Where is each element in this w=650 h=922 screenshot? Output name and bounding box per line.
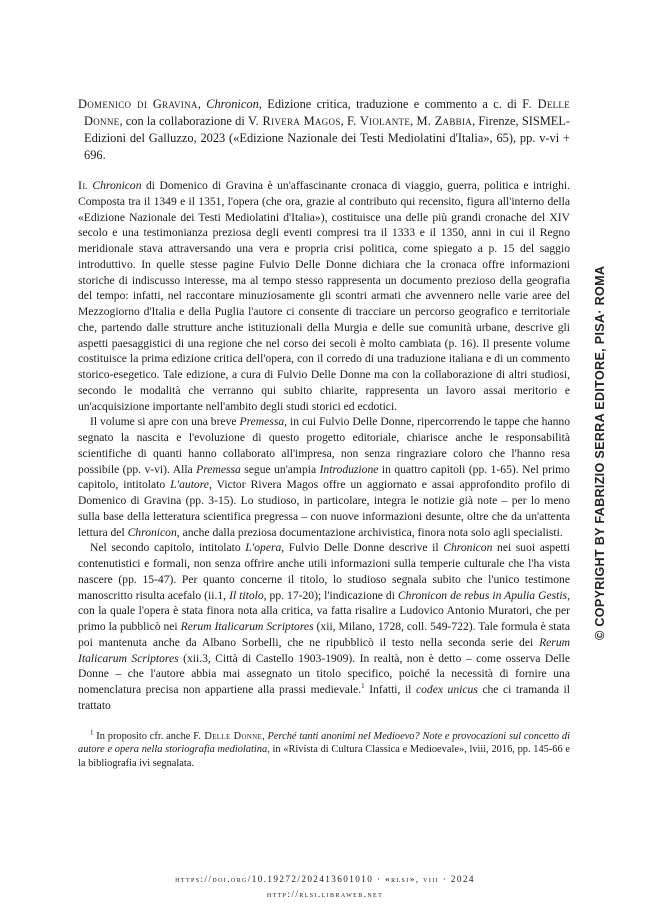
footnote-ref[interactable]: 1 <box>361 682 365 691</box>
doi-line[interactable]: https://doi.org/10.19272/202413601010 · «rlsi», viii · 2024 <box>175 874 475 884</box>
review-body <box>78 178 570 714</box>
reviewed-title: Chronicon <box>206 97 259 111</box>
paragraph-text: , Fulvio Delle Donne descrive il <box>281 541 444 555</box>
footnote-number: 1 <box>90 728 94 737</box>
paragraph-text: in quattro capitoli (pp. 1-65). Nel primo capitolo, intitolato <box>78 462 570 492</box>
footnote-title: Perché tanti anonimi nel Medioevo? Note e provocazioni sul concetto di autore e opera nella storiografia mediolatina <box>78 730 570 756</box>
paragraph-text: , con la quale l'opera è stata finora nota alla critica, va fatta risalire a Ludovico Antonio Muratori, che per primo la pubblicò nei <box>78 588 570 633</box>
collaborator: M. Zabbia <box>416 114 473 128</box>
paragraph-text: , anche dalla preziosa documentazione archivistica, finora nota solo agli specialisti. <box>176 525 563 539</box>
footnote-author: F. Delle Donne <box>193 730 263 742</box>
paragraph-text: , Victor Rivera Magos offre un aggiornato e assai approfondito profilo di Domenico di Gravina (pp. 3-15). Lo studioso, in particolare, integra le notizie già note – per lo meno sulla base della letteratura scientifica pregressa – con nuove informazioni desunte, oltre che da un'attenta lettura del <box>78 478 570 539</box>
paragraph-1 <box>78 178 570 414</box>
paragraph-text: Il volume si apre con una breve <box>90 415 240 429</box>
heading-text: , Firenze, SISMEL-Edizioni del Galluzzo, 2023 («Edizione Nazionale dei Testi Mediolatini d'Italia», 65), pp. v-vi + 696. <box>84 114 571 162</box>
paragraph-text: , in cui Fulvio Delle Donne, ripercorrendo le tappe che hanno segnato la nascita e l'evoluzione di questo progetto editoriale, chiarisce anche le responsabilità scientifiche di quanti hanno collaborato all'impresa, non senza ringraziare coloro che l'hanno resa possibile (pp. v-vi). Alla <box>78 415 570 476</box>
italic-text: Chronicon <box>92 179 142 192</box>
article-page <box>78 96 570 781</box>
heading-text: , Edizione critica, traduzione e commento a c. di <box>258 97 523 111</box>
italic-text: Premessa <box>239 415 285 429</box>
footnote-text: , in «Rivista di Cultura Classica e Medioevale», lviii, 2016, pp. 145-66 e la bibliografia ivi segnalata. <box>78 744 571 769</box>
italic-text: Chronicon <box>127 525 177 539</box>
copyright-notice: © COPYRIGHT BY FABRIZIO SERRA EDITORE, PISA· ROMA <box>593 265 607 640</box>
paragraph-text: Infatti, il <box>364 683 416 696</box>
page-footer <box>0 872 650 902</box>
heading-text: , con la collaborazione di <box>119 114 248 128</box>
paragraph-text: Nel secondo capitolo, intitolato <box>90 541 246 555</box>
italic-text: Premessa <box>196 462 241 476</box>
url-line[interactable]: http://rlsi.libraweb.net <box>266 889 384 899</box>
paragraph-text: nei suoi aspetti contenutistici e formali, non senza offrire anche utili informazioni sulla temperie culturale che l'ha vista nascere (pp. 15-47). Per quanto concerne il titolo, lo studioso segnala subito che l'unico testimone manoscritto risulta acefalo (ii.1, <box>78 541 571 602</box>
italic-text: Introduzione <box>319 462 379 476</box>
italic-text: Rerum Italicarum Scriptores <box>180 620 314 633</box>
review-heading: Domenico di Gravina, Chronicon, Edizione critica, traduzione e commento a c. di F. Delle Donne, con la collaborazione di V. Rivera Magos, F. Violante, M. Zabbia, Firenze, SISMEL-Edizioni del Galluzzo, 2023 («Edizione Nazionale dei Testi Mediolatini d'Italia», 65), pp. v-vi + 696. <box>78 97 571 162</box>
italic-text: Il titolo <box>229 588 264 602</box>
italic-text: Chronicon <box>443 541 493 555</box>
collaborator: F. Violante <box>346 114 411 128</box>
italic-text: Rerum Italicarum Scriptores <box>78 635 570 665</box>
paragraph-text: che ci tramanda il trattato <box>78 683 570 712</box>
reviewed-author: Domenico di Gravina <box>78 97 198 111</box>
paragraph-text: (xii.3, Città di Castello 1903-1909). In realtà, non è detto – come osserva Delle Donne – che l'autore abbia mai assegnato un titolo specifico, poiché la necessità di fornire una nomenclatura precisa non appartiene alla prassi medievale. <box>78 651 571 696</box>
paragraph-text: , pp. 17-20); l'indicazione di <box>263 588 398 602</box>
paragraph-3 <box>78 540 570 713</box>
paragraph-text: (xii, Milano, 1728, coll. 549-722). Tale formula è stata poi mantenuta anche da Albano Sorbelli, che ne ripubblicò il testo nella seconda serie dei <box>78 620 570 649</box>
reviewed-editor: F. Delle Donne <box>84 97 571 128</box>
drop-cap: Il <box>78 178 88 192</box>
footnote-text: In proposito cfr. anche <box>93 730 194 742</box>
footnote-text: , <box>262 730 268 742</box>
collaborator: V. Rivera Magos <box>247 114 341 128</box>
paragraph-2 <box>78 414 570 540</box>
italic-text: codex unicus <box>415 683 478 696</box>
italic-text: L'autore <box>170 478 209 492</box>
paragraph-text: di Domenico di Gravina è un'affascinante cronaca di viaggio, guerra, politica e intrighi. Composta tra il 1349 e il 1351, l'opera (che ora, grazie al contributo qui recensito, figura all'interno della «Edizione Nazionale dei Testi Mediolatini d'Italia»), costituisce una delle più grandi cronache del XIV secolo e una testimonianza preziosa degli eventi compresi tra il 1333 e il 1350, anni in cui il Regno meridionale stava attraversando una vera e propria crisi politica, come spiegato a p. 15 del saggio introduttivo. In quelle stesse pagine Fulvio Delle Donne dichiara che la cronaca offre informazioni storiche di indiscusso interesse, ma al tempo stesso rappresenta un documento prezioso della geografia del tempo: infatti, nel raccontare minuziosamente gli scontri armati che avvennero nelle varie aree del Mezzogiorno d'Italia e della Puglia l'autore ci consente di tracciare un percorso geografico e territoriale che, partendo dalle strutture anche istituzionali della Murgia e delle sue comunità urbane, descrive gli aspetti paesaggistici di una regione che nel corso dei secoli è molto cambiata (p. 16). Il presente volume costituisce la prima edizione critica dell'opera, con il corredo di una traduzione italiana e di un commento storico-esegetico. Tale edizione, a cura di Fulvio Delle Donne ma con la collaborazione di altri studiosi, secondo le modalità che verranno qui subito chiarite, rappresenta un lavoro assai meritorio e un'acquisizione importante nell'ambito degli studi storici ed ecdotici. <box>78 179 570 413</box>
italic-text: Chronicon de rebus in Apulia Gestis <box>397 588 568 602</box>
paragraph-text: segue un'ampia <box>240 462 320 476</box>
italic-text: L'opera <box>245 541 282 555</box>
footnote-1 <box>78 730 570 771</box>
